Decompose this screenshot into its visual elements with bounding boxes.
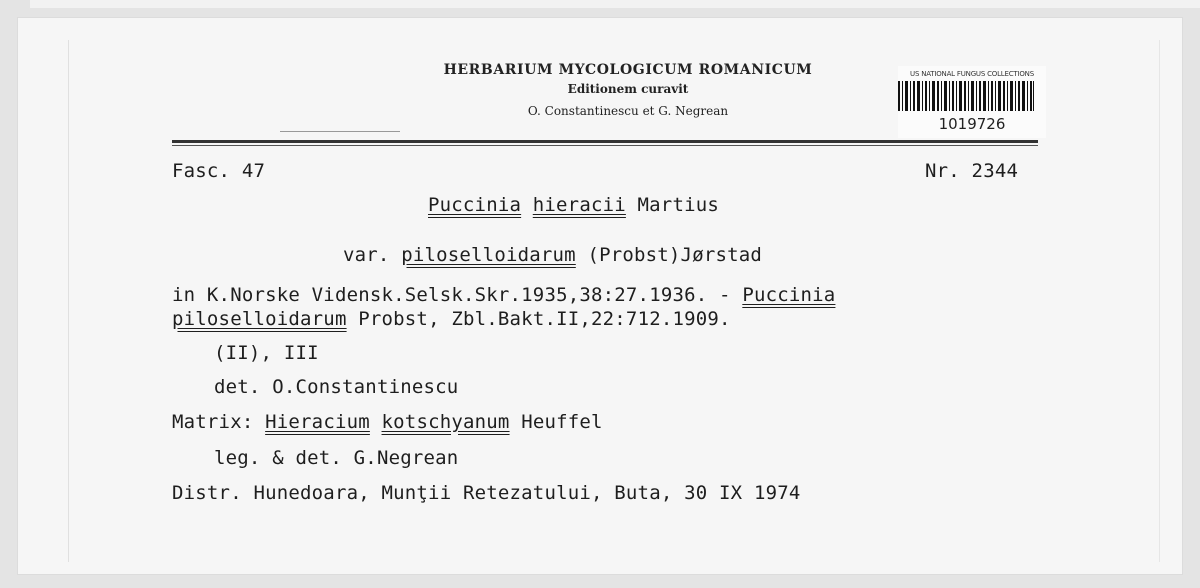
determiner: det. O.Constantinescu: [214, 376, 459, 398]
rule-fragment: [280, 131, 400, 132]
citation-genus: Puccinia: [742, 284, 836, 306]
fascicle-number: Fasc. 47: [172, 160, 266, 182]
citation-basionym: piloselloidarum: [172, 308, 347, 330]
matrix-line: [172, 411, 603, 433]
locality: Distr. Hunedoara, Munţii Retezatului, Buta, 30 IX 1974: [172, 482, 801, 504]
citation-line-2: [172, 308, 731, 330]
barcode-label: [898, 66, 1046, 138]
citation-text-2: Probst, Zbl.Bakt.II,22:712.1909.: [346, 308, 731, 330]
barcode-icon: [898, 81, 1034, 111]
barcode-number: 1019726: [938, 115, 1006, 133]
exsiccata-number: Nr. 2344: [925, 160, 1019, 182]
variety-author: (Probst)Jørstad: [587, 244, 763, 266]
host-author: Heuffel: [509, 411, 603, 433]
collector: leg. & det. G.Negrean: [214, 447, 459, 469]
species-name: [428, 194, 719, 216]
citation-line-1: [172, 284, 835, 306]
header-rule-thin: [172, 145, 1038, 146]
species-genus: Puccinia: [428, 194, 522, 216]
sheet-edge: [30, 0, 1200, 8]
herbarium-title: HERBARIUM MYCOLOGICUM ROMANICUM: [443, 62, 813, 78]
variety-name: piloselloidarum: [401, 244, 576, 266]
spore-stages: (II), III: [214, 342, 319, 364]
citation-text-1: in K.Norske Vidensk.Selsk.Skr.1935,38:27.1936. -: [172, 284, 743, 306]
herbarium-editors: O. Constantinescu et G. Negrean: [527, 104, 729, 118]
matrix-label: Matrix:: [172, 411, 266, 433]
header-rule-thick: [172, 140, 1038, 143]
host-epithet: kotschyanum: [381, 411, 510, 433]
label-header: [418, 62, 838, 118]
herbarium-subtitle: Editionem curavit: [567, 82, 689, 96]
species-epithet: hieracii: [532, 194, 626, 216]
barcode-caption: US NATIONAL FUNGUS COLLECTIONS: [910, 70, 1034, 78]
species-author: Martius: [637, 194, 720, 216]
variety-prefix: var.: [343, 244, 390, 266]
variety-line: [343, 244, 762, 266]
host-genus: Hieracium: [265, 411, 370, 433]
